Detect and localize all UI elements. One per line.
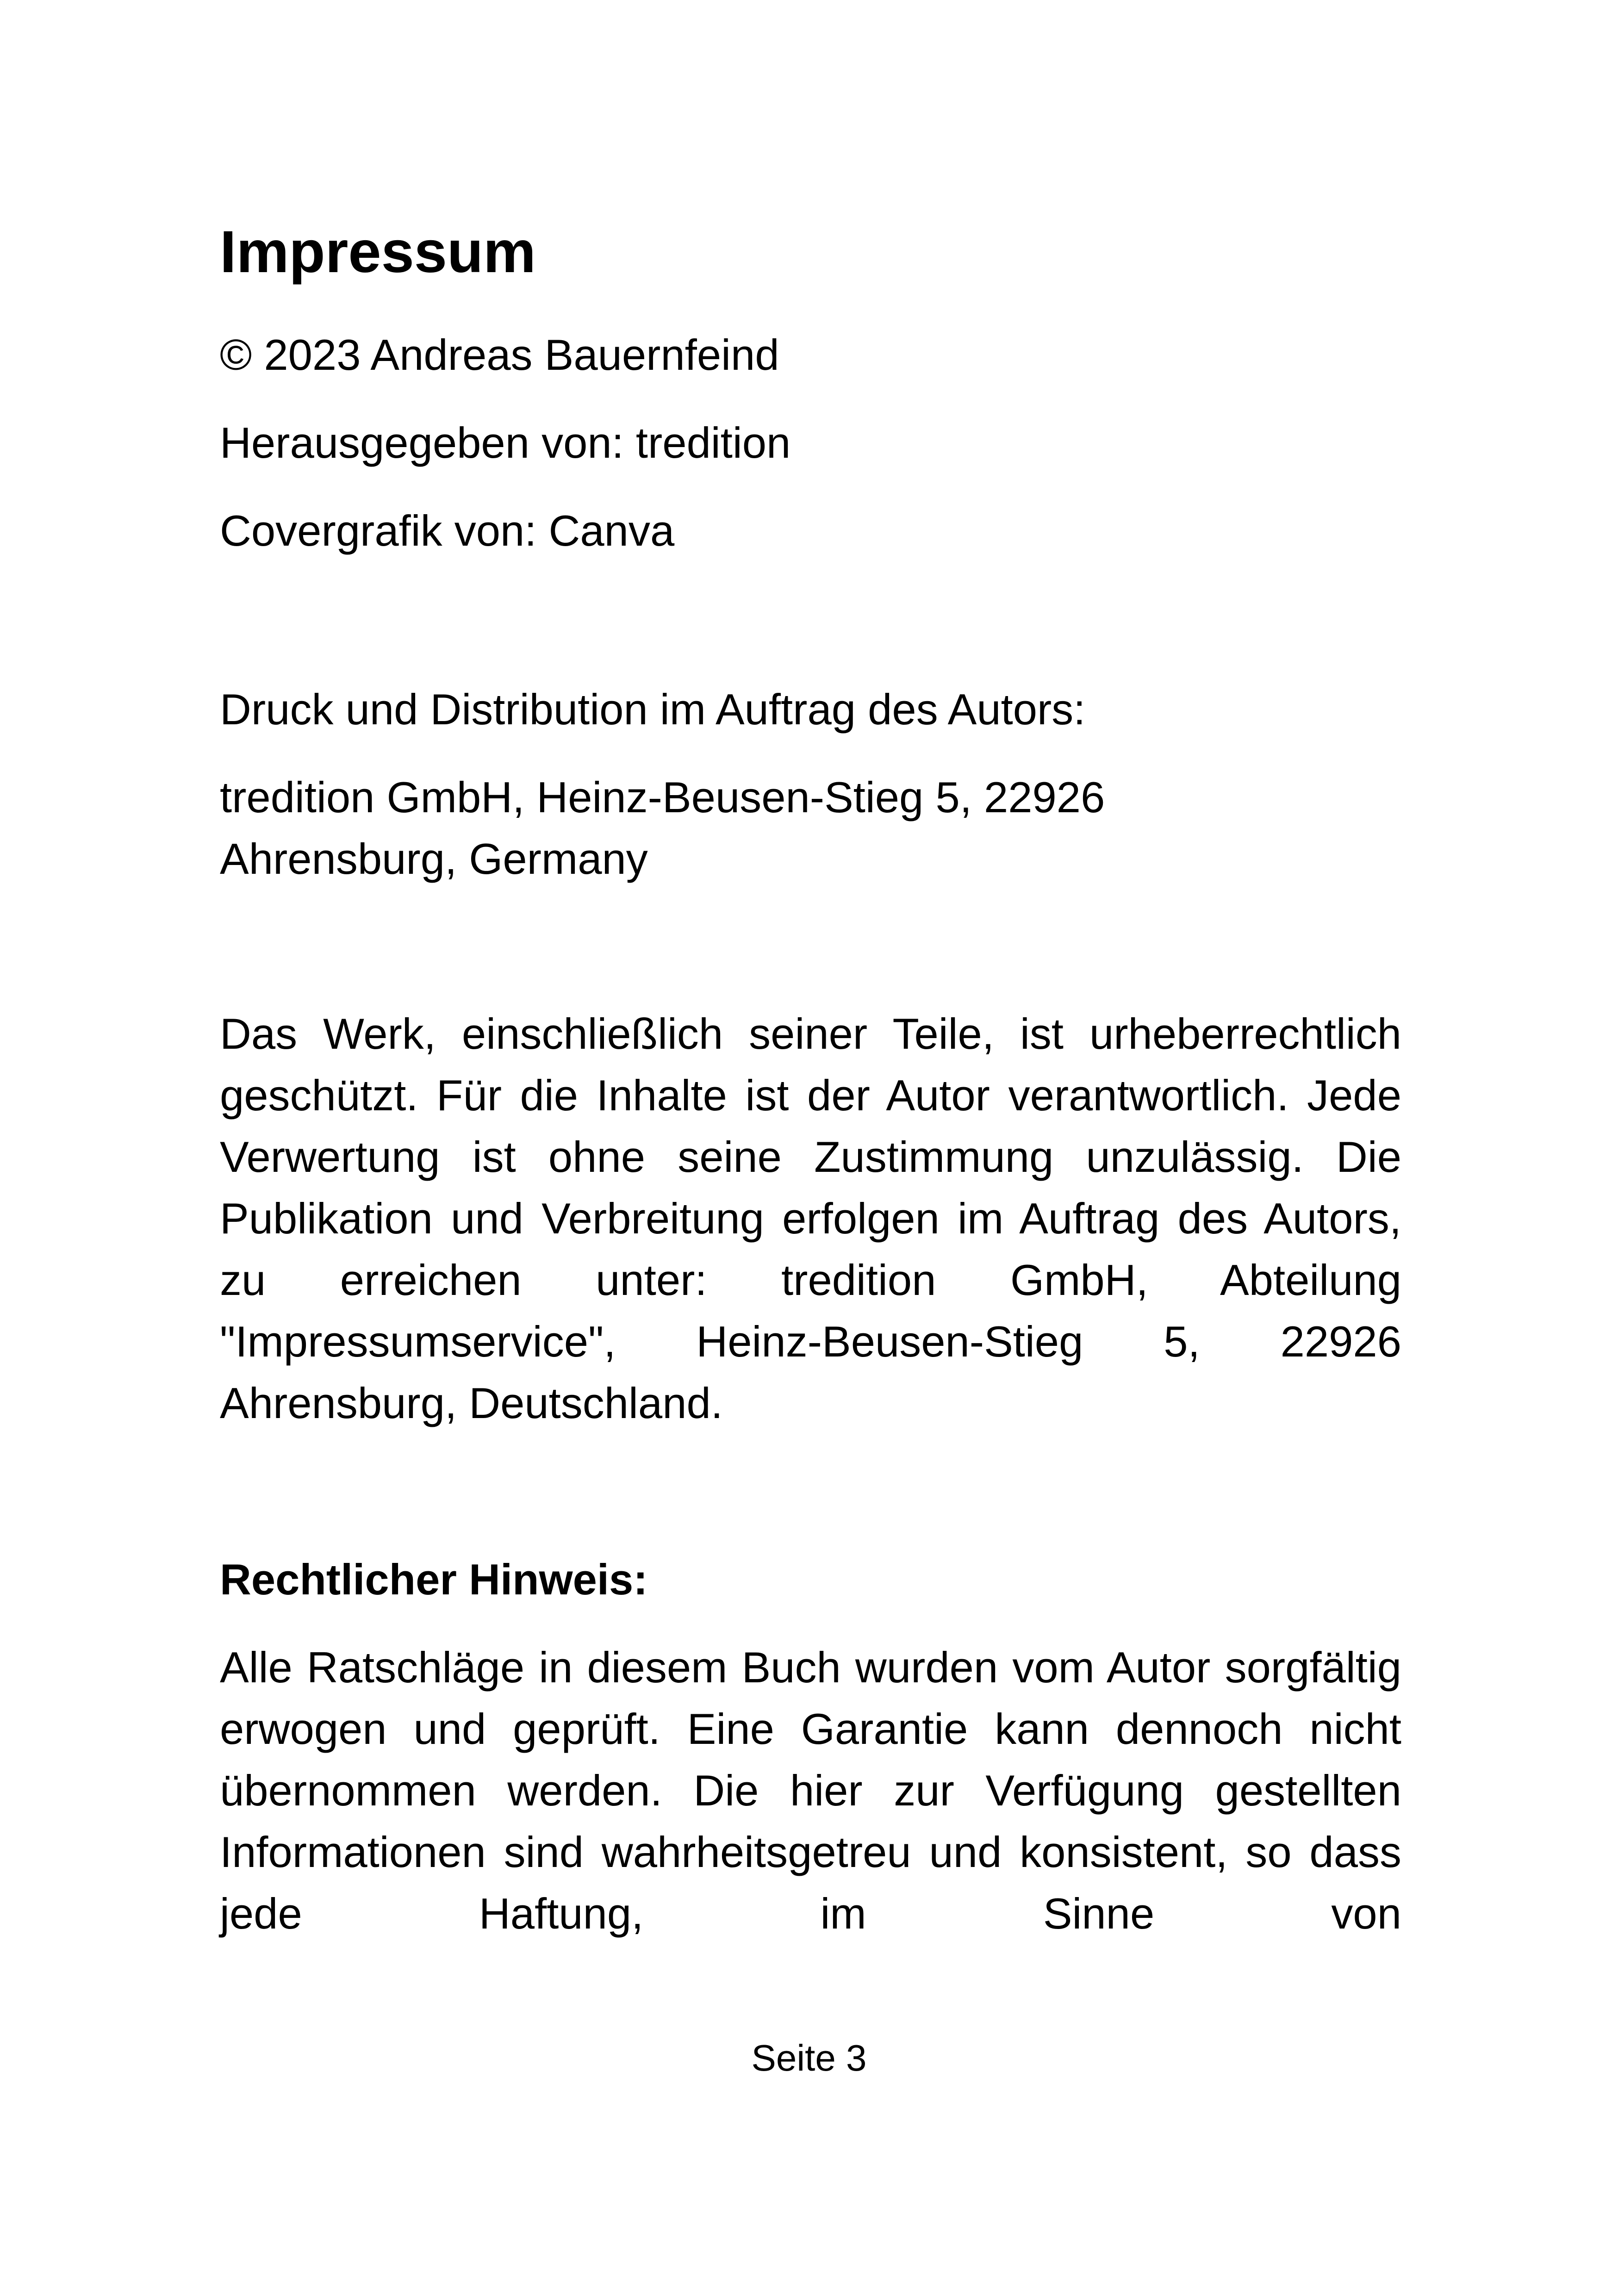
copyright-notice-paragraph: Das Werk, einschließlich seiner Teile, ist urheberrechtlich geschützt. Für die Inhalte ist der Autor verantwortlich. Jede Verwertung ist ohne seine Zustimmung unzulässig. Die Publikation und Verbreitung erfolgen im Auftrag des Autors, zu erreichen unter: tredition GmbH, Abteilung "Impressumservice", Heinz-Beusen-Stieg 5, 22926 Ahrensburg, Deutschland.: [220, 1009, 1401, 1427]
page-number: Seite 3: [751, 2037, 867, 2078]
print-distribution-heading: Druck und Distribution im Auftrag des Autors:: [220, 685, 1086, 734]
legal-notice-paragraph: Alle Ratschläge in diesem Buch wurden vom Autor sorgfältig erwogen und geprüft. Eine Garantie kann dennoch nicht übernommen werden. Die hier zur Verfügung gestellten Informationen sind wahrheitsgetreu und konsistent, so dass jede Haftung, im Sinne von: [220, 1643, 1401, 1938]
publisher-line: Herausgegeben von: tredition: [220, 418, 791, 467]
legal-notice-heading: Rechtlicher Hinweis:: [220, 1555, 648, 1604]
print-address: tredition GmbH, Heinz-Beusen-Stieg 5, 22926 Ahrensburg, Germany: [220, 773, 1105, 883]
cover-credit-line: Covergrafik von: Canva: [220, 506, 675, 555]
page-title: Impressum: [220, 219, 536, 285]
copyright-line: © 2023 Andreas Bauernfeind: [220, 330, 779, 379]
